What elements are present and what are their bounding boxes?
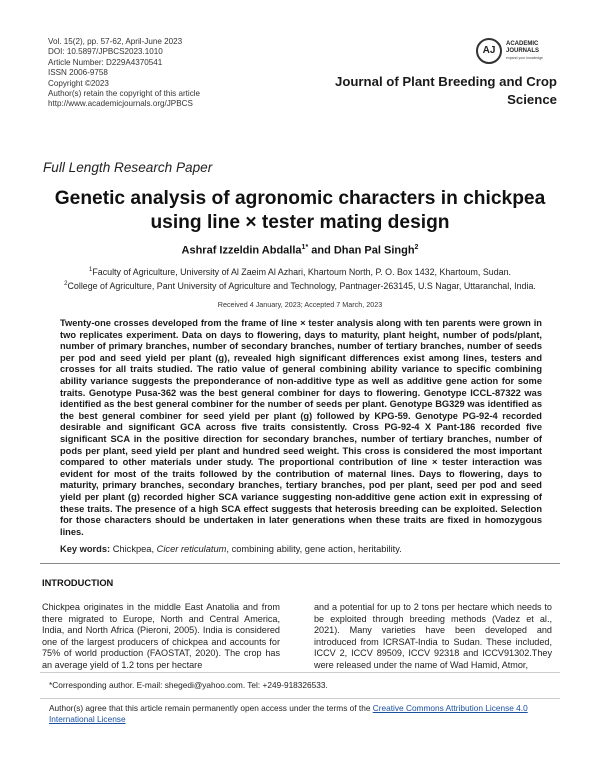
meta-line-copyright: Copyright ©2023 (48, 78, 109, 88)
aj-logo-icon: AJ (476, 38, 502, 64)
meta-line-doi[interactable]: DOI: 10.5897/JPBCS2023.1010 (48, 47, 163, 57)
journal-name-line1: Journal of Plant Breeding and Crop (334, 74, 557, 89)
intro-column-left: Chickpea originates in the middle East Anatolia and from there migrated to Europe, North and Central America, India, and North Africa (Pieroni, 2005). India is considered one of the largest producers of chickpea and accounts for 75% of world production (FAOSTAT, 2020). The crop has an average yield of 1.2 tons per hectare (42, 602, 280, 670)
affiliation-text: College of Agriculture, Pant University of Agriculture and Technology, Pantnager-263145, U.S Nagar, Uttaranchal, India. (67, 281, 536, 292)
footnote-divider (40, 672, 560, 673)
author-conjunction: and (311, 244, 331, 257)
author-name: Ashraf Izzeldin Abdalla (181, 244, 302, 257)
article-title (40, 187, 560, 235)
meta-line-volume: Vol. 15(2), pp. 57-62, April-June 2023 (48, 37, 183, 46)
intro-column-right: and a potential for up to 2 tons per hectare which needs to be exploited through breeding methods (Vadez et al., 2021). Many varieties have been developed and introduced from ICRSAT-India to Sudan. These included, ICCV 2, ICCV 89509, ICCV 92318 and ICCV91302.They were released under the name of Wad Hamid, Atmor, (314, 602, 552, 670)
keyword-cicer: Cicer reticulatum (156, 544, 227, 554)
meta-line-article-number: Article Number: D229A4370541 (48, 57, 163, 67)
license-text: Author(s) agree that this article remain permanently open access under the terms of the (49, 703, 371, 713)
paper-type: Full Length Research Paper (43, 160, 213, 175)
author-affiliation-mark: 1* (301, 244, 309, 251)
affiliations (36, 264, 564, 292)
affiliation-number: 2 (64, 281, 68, 288)
affiliation-1 (36, 264, 564, 278)
received-accepted-dates: Received 4 January, 2023; Accepted 7 March, 2023 (217, 300, 383, 309)
logo-line-journals: JOURNALS (506, 48, 540, 54)
author-affiliation-mark: 2 (414, 244, 419, 251)
affiliation-number: 1 (89, 267, 93, 273)
abstract: Twenty-one crosses developed from the frame of line × tester analysis along with ten parents were grown in two replicates experiment. Data on days to flowering, days to maturity, plant height, number of pods/plant, number of primary branches, number of secondary branches, number of tertiary branches, number of seeds per pod and seed yield per plant (g), revealed high significant differences exist among lines, testers and crosses for all traits studied. The ratio value of general combining ability variance to specific combining ability variance suggests the preponderance of non-additive type as well as additive gene action for some traits. Genotype Pusa-362 was the best general combiner for days to flowering. Genotype ICCL-87322 was identified as the best general combiner for the number of seeds per plant. Genotype BG329 was identified as the best general combiner for seed yield per plant (g) followed by KPG-59. Genotype PG-92-4 recorded desirable and significant GCA across five traits consistently. Cross PG-92-4 X Pant-186 recorded five significant SCA in the positive direction for secondary branches, number of tertiary branches, number of pods per plant, seed yield per plant and hundred seed weight. This cross is considered the most important compared to other materials under study. The proportional contribution of line × tester interaction was evident for most of the traits followed by the contribution of maternal lines. Days to flowering, days to maturity, primary branches, secondary branches, tertiary branches, pod per plant, seed per pod and seed yield per plant (g) recorded higher SCA variance suggesting non-additive gene action exit in expressing of these traits. The presence of a high SCA effect suggests that heterosis breeding can be exploited. Selection for those characters should be undertaken in later generations when these traits are fixed in homozygous lines. (60, 318, 542, 537)
logo-wordmark (506, 41, 539, 55)
license-link[interactable]: Creative Commons Attribution License 4.0 International License (49, 703, 528, 725)
license-divider (40, 698, 560, 699)
meta-line-issn: ISSN 2006-9758 (48, 68, 108, 78)
title-line1: Genetic analysis of agronomic characters in chickpea (54, 188, 546, 209)
logo-tagline: expand your knowledge (506, 56, 543, 60)
logo-line-academic: ACADEMIC (506, 41, 539, 47)
keywords (60, 544, 542, 554)
academic-journals-logo (476, 38, 556, 64)
meta-line-url[interactable]: http://www.academicjournals.org/JPBCS (48, 99, 193, 109)
author-list (40, 244, 560, 257)
corresponding-author-note: *Corresponding author. E-mail: shegedi@yahoo.com. Tel: +249-918326533. (49, 680, 328, 690)
affiliation-text: Faculty of Agriculture, University of Al Zaeim Al Azhari, Khartoum North, P. O. Box 1432, Khartoum, Sudan. (92, 266, 511, 277)
keywords-rest: , combining ability, gene action, heritability. (226, 544, 402, 554)
meta-line-rights: Author(s) retain the copyright of this article (48, 89, 201, 99)
journal-name (335, 73, 557, 109)
affiliation-2 (36, 278, 564, 292)
author-name: Dhan Pal Singh (333, 244, 415, 257)
section-divider (40, 563, 560, 564)
keywords-label: Key words: (60, 544, 111, 554)
title-line2: using line × tester mating design (150, 212, 450, 233)
license-statement (49, 703, 561, 725)
section-heading-introduction: INTRODUCTION (42, 578, 114, 588)
article-metadata (48, 37, 200, 110)
keyword-chickpea: Chickpea, (112, 544, 155, 554)
journal-name-line2: Science (507, 92, 557, 107)
